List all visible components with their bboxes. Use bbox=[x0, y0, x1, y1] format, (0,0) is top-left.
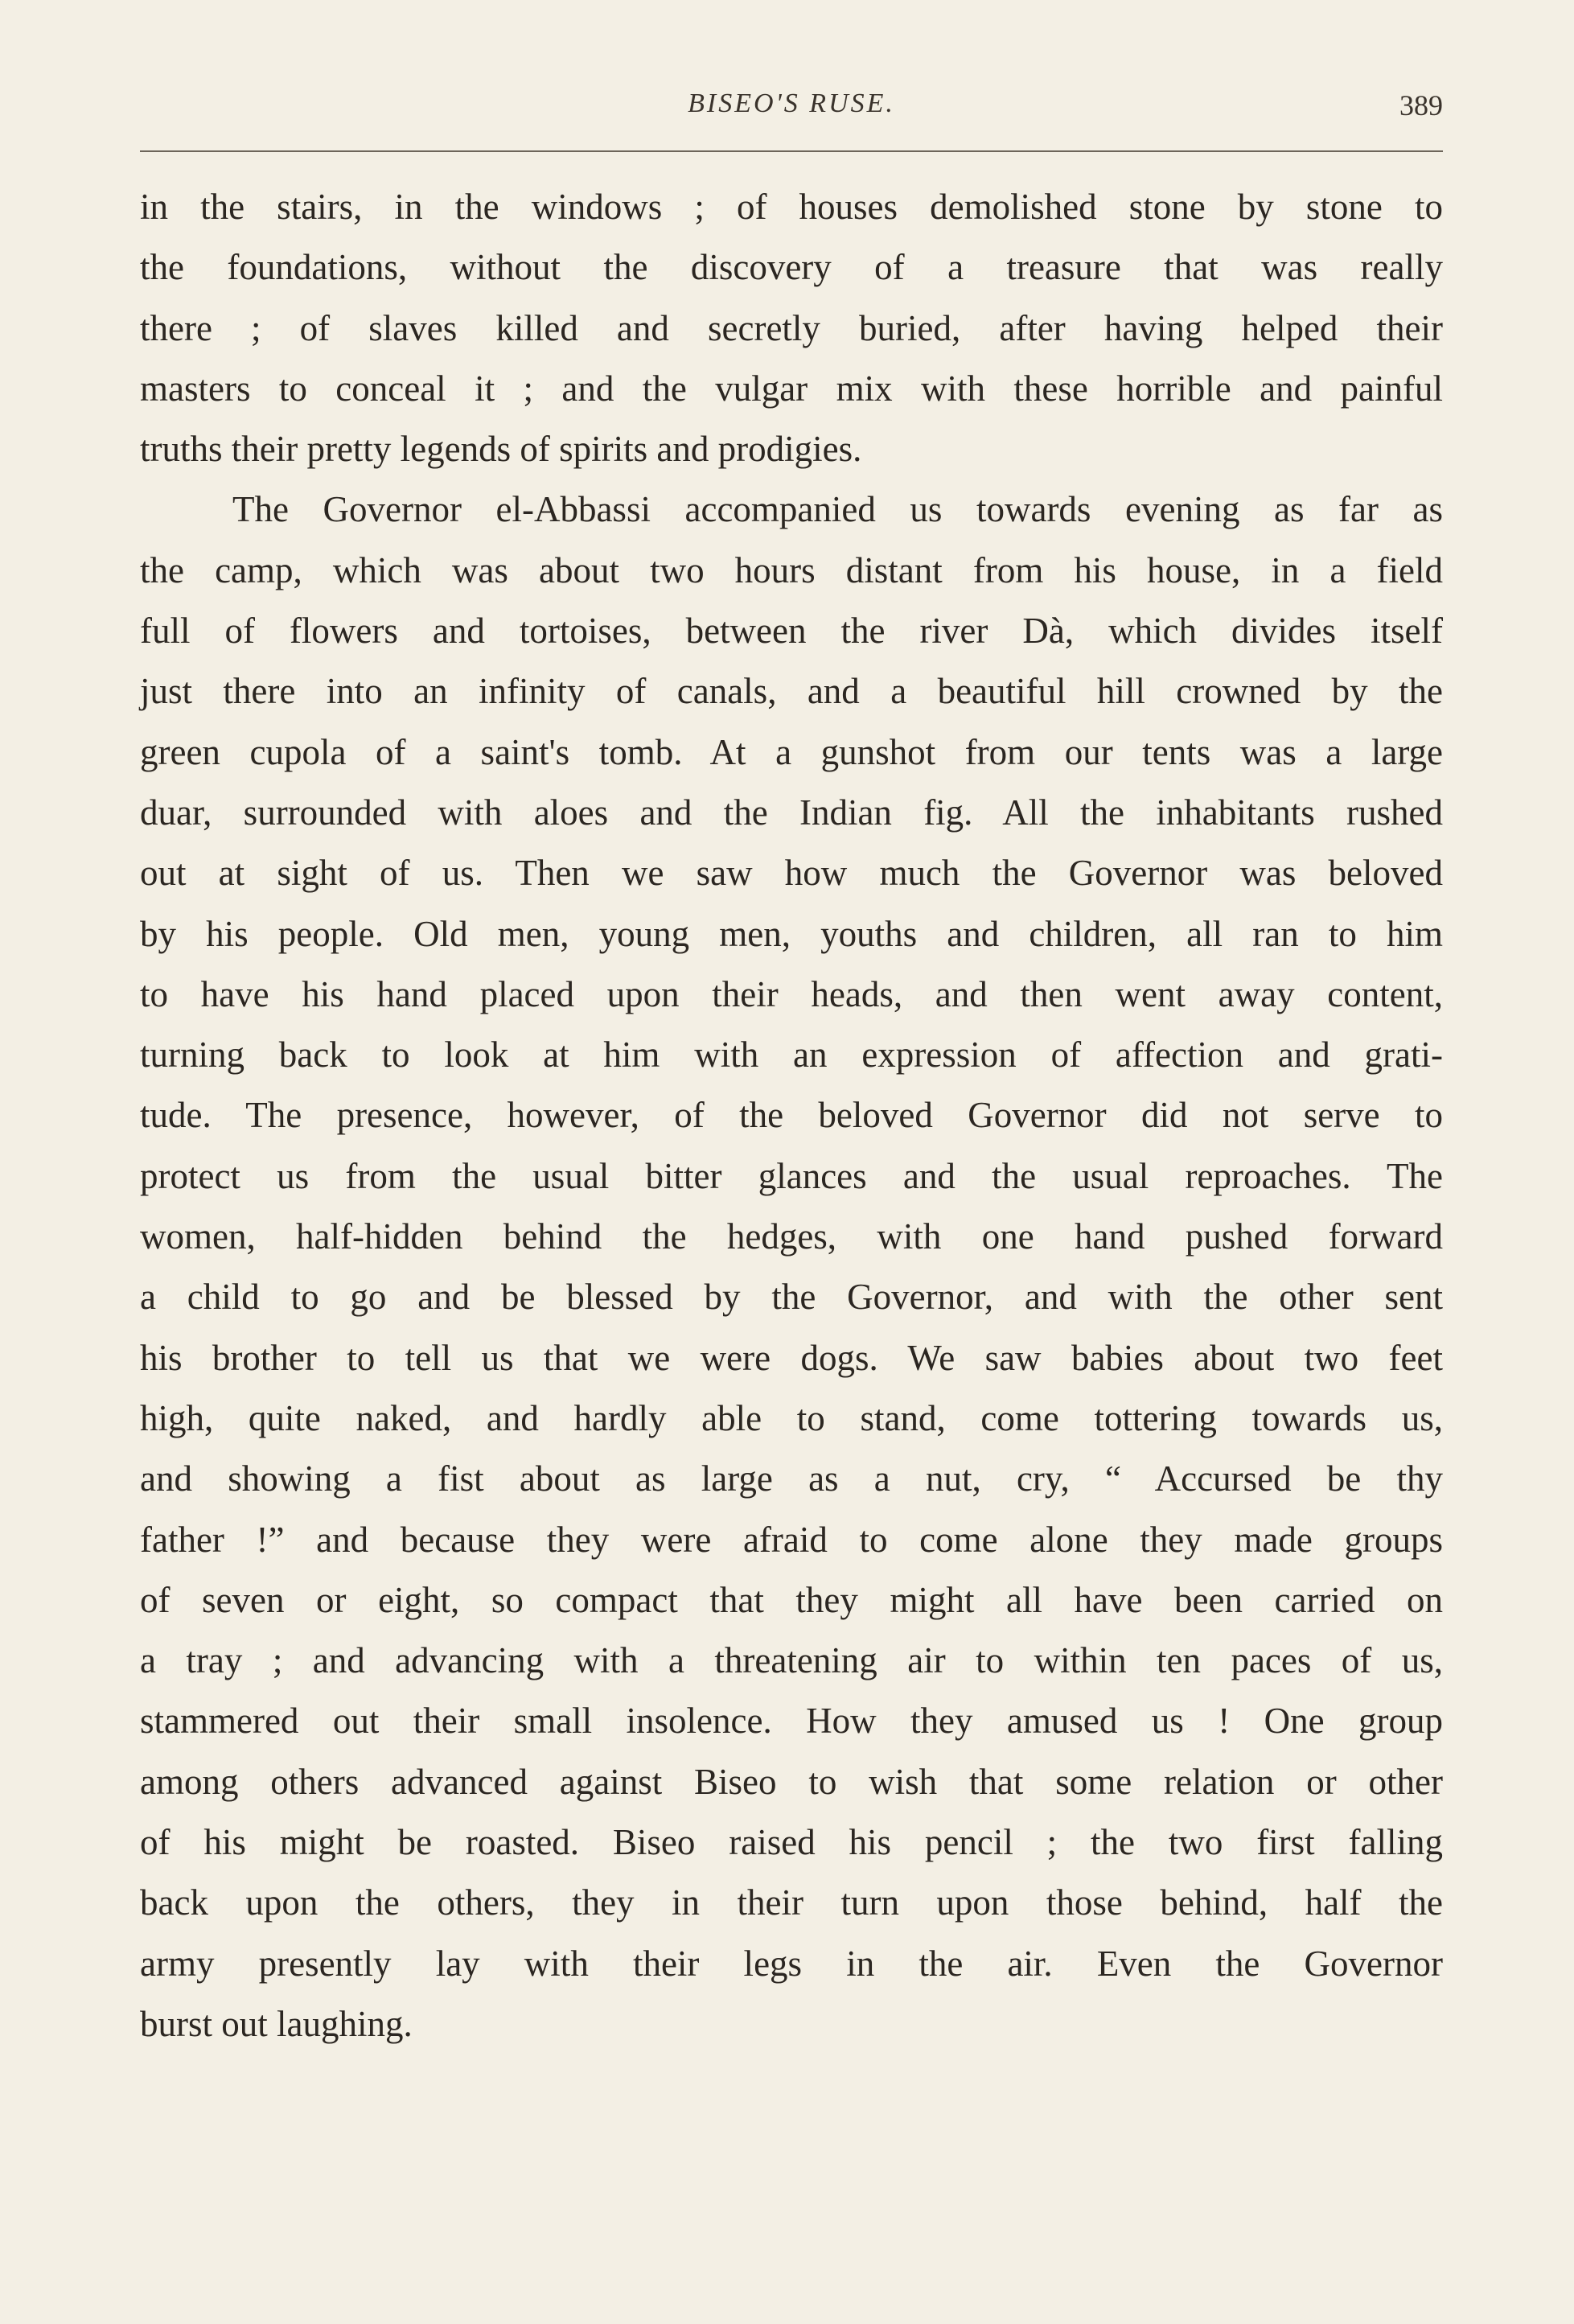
text-line: a tray ; and advancing with a threatening air to within ten paces of us, bbox=[140, 1640, 1443, 1681]
text-line: father !” and because they were afraid to come alone they made groups bbox=[140, 1519, 1443, 1560]
text-line: high, quite naked, and hardly able to stand, come tottering towards us, bbox=[140, 1397, 1443, 1438]
text-line: burst out laughing. bbox=[140, 2003, 413, 2044]
running-head bbox=[140, 88, 1443, 137]
text-line: a child to go and be blessed by the Governor, and with the other sent bbox=[140, 1277, 1443, 1318]
text-line: in the stairs, in the windows ; of houses demolished stone by stone to bbox=[140, 187, 1443, 227]
text-line: The Governor el-Abbassi accompanied us towards evening as far as bbox=[232, 489, 1443, 530]
text-line: the camp, which was about two hours distant from his house, in a field bbox=[140, 549, 1443, 590]
running-title: BISEO'S RUSE. bbox=[688, 88, 895, 118]
text-line: tude. The presence, however, of the beloved Governor did not serve to bbox=[140, 1095, 1443, 1136]
text-line: out at sight of us. Then we saw how much the Governor was beloved bbox=[140, 853, 1443, 894]
text-line: stammered out their small insolence. How they amused us ! One group bbox=[140, 1701, 1443, 1742]
text-line: truths their pretty legends of spirits and prodigies. bbox=[140, 429, 862, 470]
text-line: by his people. Old men, young men, youths and children, all ran to him bbox=[140, 913, 1443, 954]
text-line: green cupola of a saint's tomb. At a gunshot from our tents was a large bbox=[140, 731, 1443, 772]
text-line: to have his hand placed upon their heads, and then went away content, bbox=[140, 973, 1443, 1014]
text-line: of seven or eight, so compact that they might all have been carried on bbox=[140, 1579, 1443, 1620]
header-rule bbox=[140, 150, 1443, 152]
paragraph-1 bbox=[140, 177, 1443, 479]
text-line: masters to conceal it ; and the vulgar mix with these horrible and painful bbox=[140, 368, 1443, 409]
body-text bbox=[140, 177, 1443, 2055]
text-line: just there into an infinity of canals, and a beautiful hill crowned by the bbox=[140, 671, 1443, 712]
text-line: women, half-hidden behind the hedges, with one hand pushed forward bbox=[140, 1216, 1443, 1257]
text-line: of his might be roasted. Biseo raised his pencil ; the two first falling bbox=[140, 1822, 1443, 1863]
text-line: his brother to tell us that we were dogs. We saw babies about two feet bbox=[140, 1337, 1443, 1378]
text-line: the foundations, without the discovery of a treasure that was really bbox=[140, 247, 1443, 288]
paragraph-2 bbox=[140, 479, 1443, 2055]
text-line: there ; of slaves killed and secretly buried, after having helped their bbox=[140, 307, 1443, 348]
text-line: back upon the others, they in their turn upon those behind, half the bbox=[140, 1882, 1443, 1923]
text-line: protect us from the usual bitter glances and the usual reproaches. The bbox=[140, 1155, 1443, 1196]
text-line: and showing a fist about as large as a nut, cry, “ Accursed be thy bbox=[140, 1458, 1443, 1499]
text-line: duar, surrounded with aloes and the Indian fig. All the inhabitants rushed bbox=[140, 792, 1443, 833]
text-line: turning back to look at him with an expression of affection and grati- bbox=[140, 1034, 1443, 1076]
page-number: 389 bbox=[1399, 89, 1443, 121]
text-line: full of flowers and tortoises, between the river Dà, which divides itself bbox=[140, 611, 1443, 652]
text-line: army presently lay with their legs in the air. Even the Governor bbox=[140, 1943, 1443, 1984]
text-line: among others advanced against Biseo to wish that some relation or other bbox=[140, 1761, 1443, 1802]
